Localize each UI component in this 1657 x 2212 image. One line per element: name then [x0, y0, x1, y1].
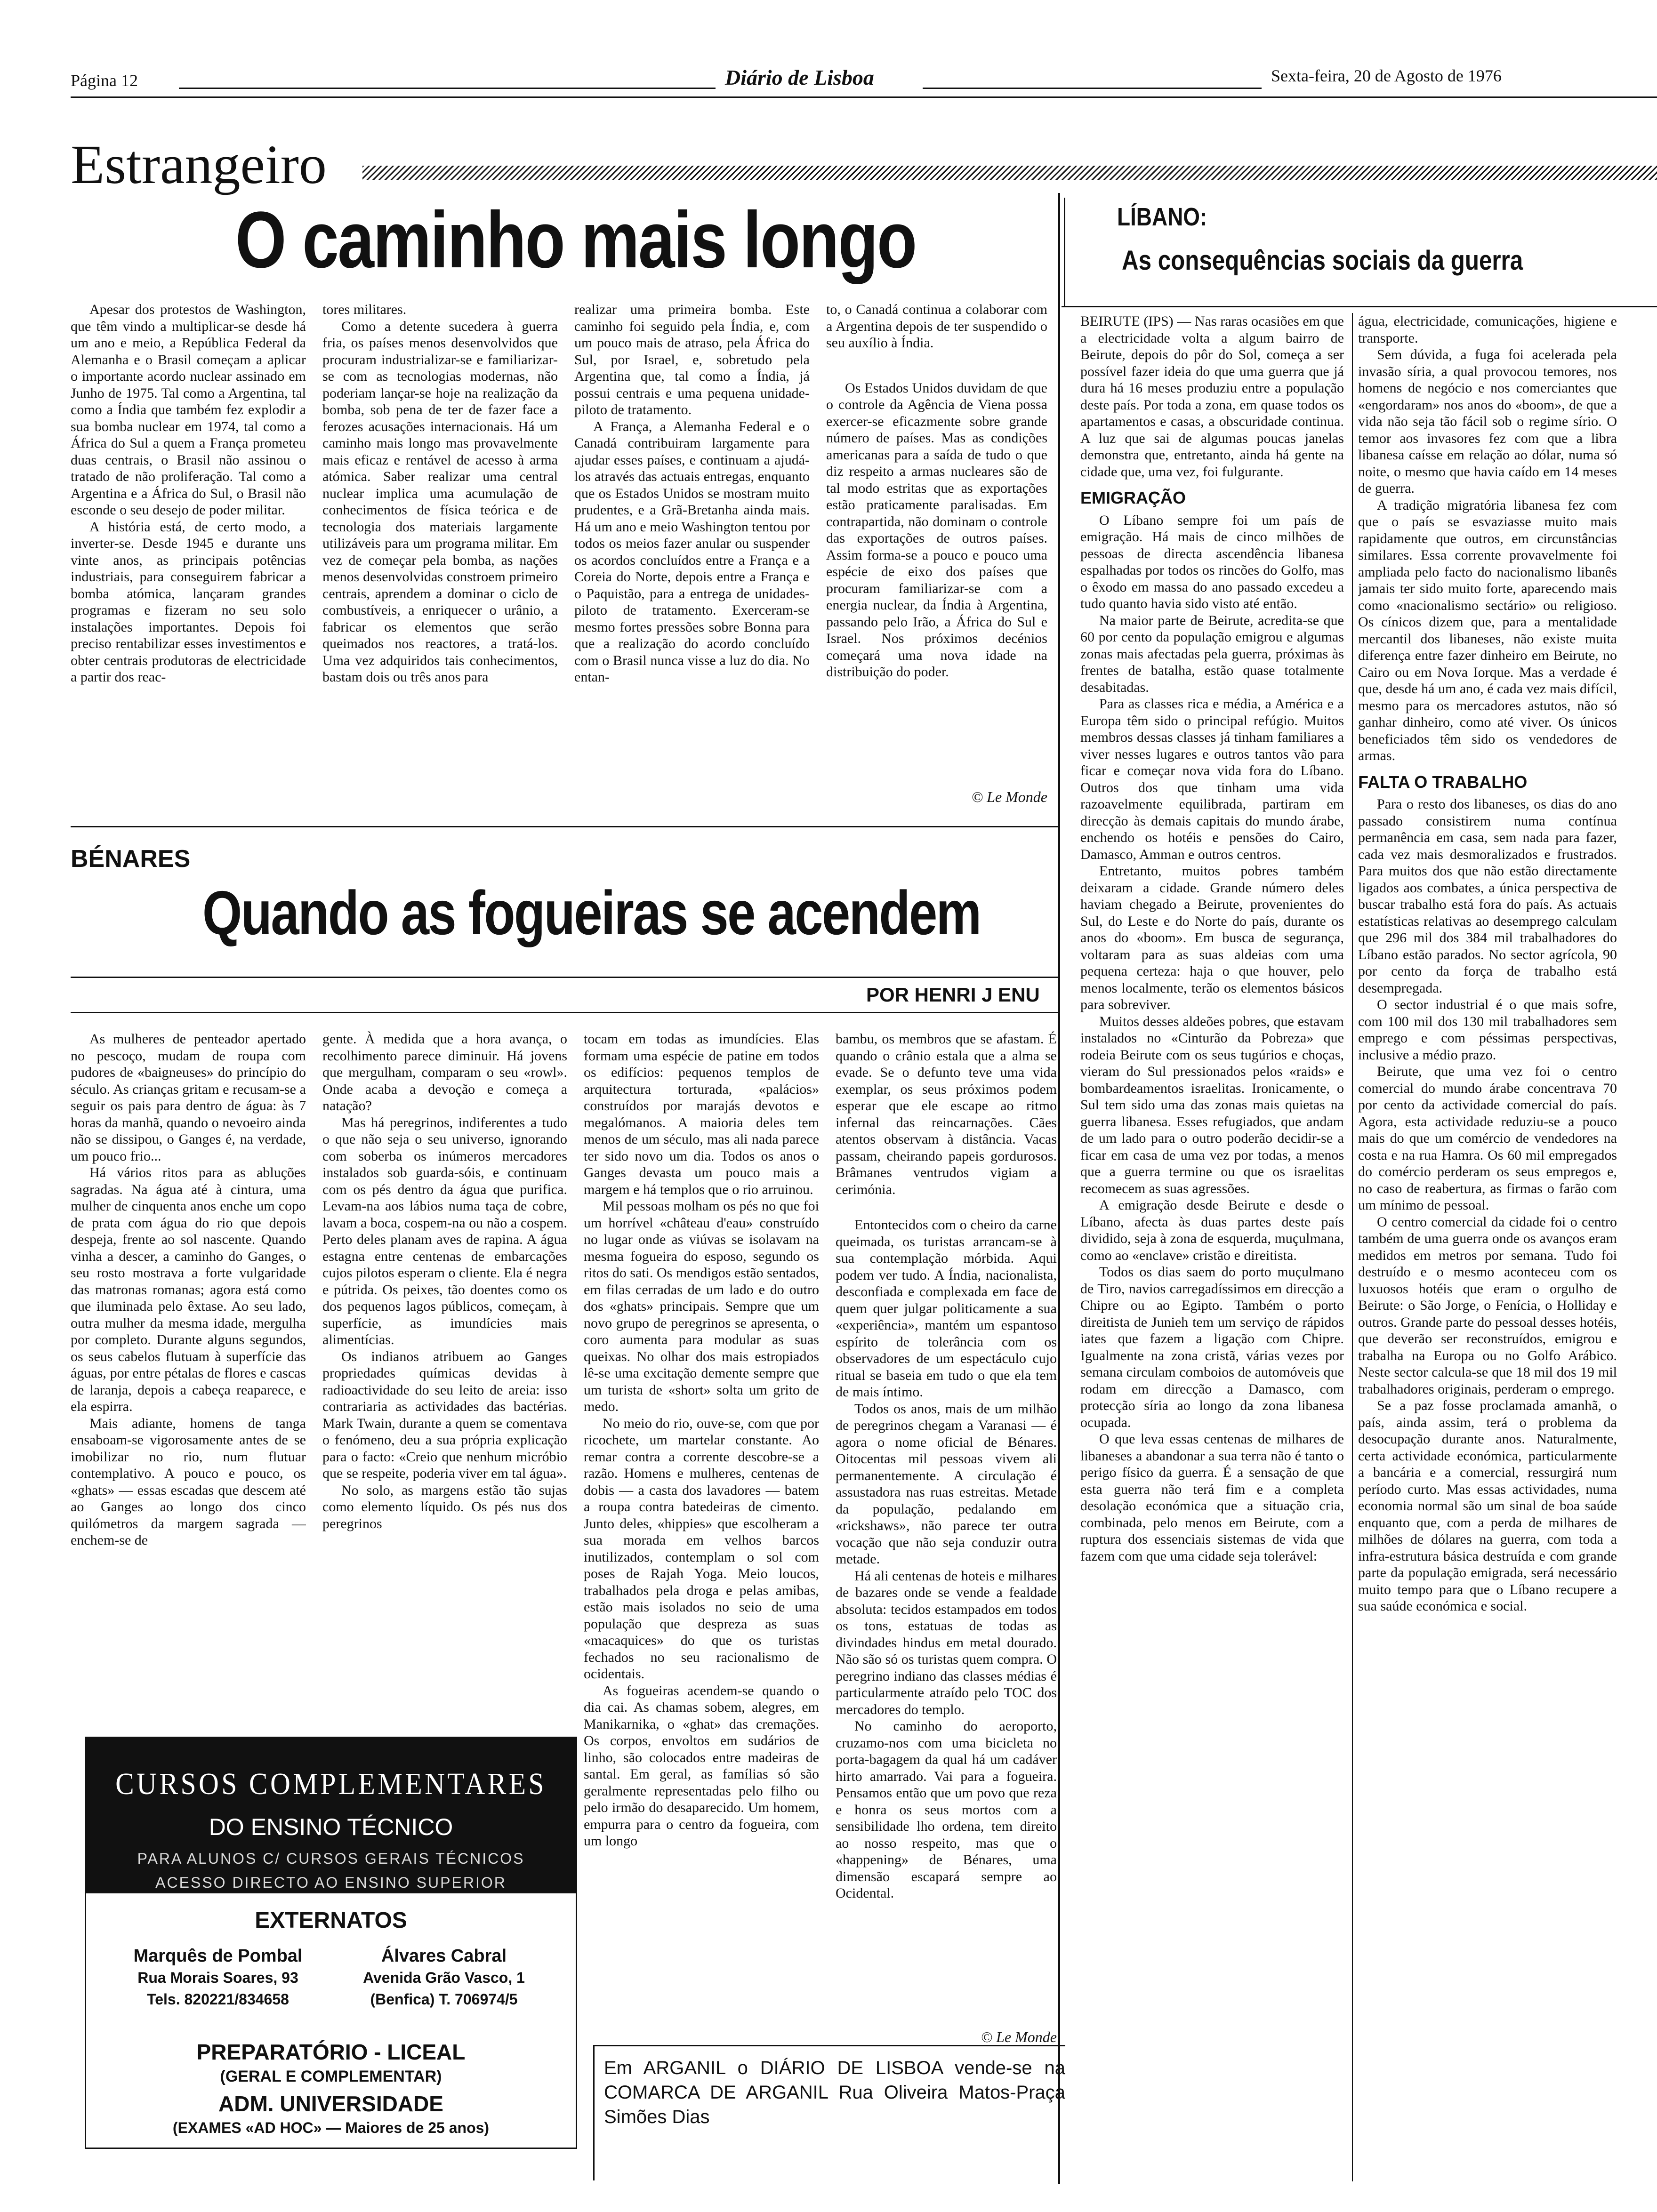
- paragraph: No meio do rio, ouve-se, com que por ricochete, um martelar constante. Ao remar contra a corrente descobre-se a razão. Homens e mulheres, centenas de dobis — a casta dos lavadores — batem a roupa contra batedeiras de cimento. Junto deles, «hippies» que escolheram a sua morada em velhos barcos inutilizados, contemplam o sol com poses de Rajah Yoga. Meio loucos, trabalhados pela droga e pelas amibas, estão mais isolados no seio de uma população que despreza as suas «macaquices» do que os turistas fechados no seu racionalismo de ocidentais.: [584, 1415, 819, 1682]
- article-headline: Quando as fogueiras se acendem: [202, 878, 981, 947]
- article-column: [71, 1031, 306, 1727]
- article-column: [574, 301, 810, 800]
- school-phone: (Benfica) T. 706974/5: [370, 1991, 518, 2008]
- paragraph: Se a paz fosse proclamada amanhã, o país, ainda assim, terá o problema da desocupação durante anos. Naturalmente, certa actividade económica, particularmente a bancária e a comercial, ressurgirá num período curto. Mas essas actividades, numa economia normal são um sinal de boa saúde enquanto que, com a perda de milhares de milhões de dólares na guerra, com toda a infra-estrutura básica destruída e com grande parte da população emigrada, será necessário muito tempo para que o Líbano recupere a sua saúde económica e social.: [1358, 1398, 1617, 1614]
- paragraph: bambu, os membros que se afastam. É quando o crânio estala que a alma se evade. Se o defunto teve uma vida exemplar, os seus próximos podem esperar que ele escape ao ritmo infernal das reincarnações. Cães atentos observam à distância. Vacas passam, cheirando papeis gordurosos. Brâmanes ventrudos vigiam a cerimónia.: [836, 1031, 1057, 1197]
- paragraph: O que leva essas centenas de milhares de libaneses a abandonar a sua terra não é tanto o perigo físico da guerra. É a sensação de que esta guerra não terá fim e a completa desolação económica que a situação cria, combinada, pelo menos em Beirute, com a ruptura dos essenciais sistemas de vida que fazem com que uma cidade seja tolerável:: [1080, 1431, 1344, 1564]
- paragraph: Mas há peregrinos, indiferentes a tudo o que não seja o seu universo, ignorando com soberba os inúmeros mercadores instalados sob guarda-sóis, e continuam com os pés dentro da água que purifica. Levam-na aos lábios numa taça de cobre, lavam a boca, cospem-na ou não a cospem. Perto deles planam aves de rapina. A água estagna entre centenas de embarcações cujos pilotos esperam o cliente. Ela é negra e pútrida. Os peixes, tão doentes como os dos pequenos lagos públicos, começam, à superfície, as imundícies mais alimentícias.: [322, 1114, 567, 1347]
- paragraph: As fogueiras acendem-se quando o dia cai. As chamas sobem, alegres, em Manikarnika, o «ghat» das cremações. Os corpos, envoltos em sudários de linho, são colocados entre madeiras de santal. Em geral, as famílias só são geralmente representadas pelo filho ou pelo irmão do desaparecido. Um homem, empurra para o centro da fogueira, com um longo: [584, 1683, 819, 1849]
- article-headline: O caminho mais longo: [235, 195, 916, 285]
- ad-text: ACESSO DIRECTO AO ENSINO SUPERIOR: [155, 1874, 507, 1891]
- paragraph: O sector industrial é o que mais sofre, com 100 mil dos 130 mil trabalhadores sem emprego e com péssimas perspectivas, inclusive a médio prazo.: [1358, 997, 1617, 1063]
- issue-date: Sexta-feira, 20 de Agosto de 1976: [1271, 66, 1502, 85]
- paragraph: tocam em todas as imundícies. Elas formam uma espécie de patine em todos os edifícios: pequenos templos de arquitectura torturada, «palácios» construídos por marajás devotos e megalómanos. A maioria deles tem menos de um século, mas ali nada parece ter sido novo um dia. Todos os anos o Ganges devasta um pouco mais a margem e há templos que o rio arruinou.: [584, 1031, 819, 1197]
- paragraph: Apesar dos protestos de Washington, que têm vindo a multiplicar-se desde há um ano e meio, a República Federal da Alemanha e o Brasil começam a aplicar o importante acordo nuclear assinado em Junho de 1975. Tal como a Argentina, tal como a Índia que também fez explodir a sua bomba nuclear em 1974, tal como a África do Sul a quem a França prometeu duas centrais, o Brasil não assinou o tratado de não proliferação. Tal como a Argentina e a África do Sul, o Brasil não esconde o seu desejo de poder militar.: [71, 302, 306, 518]
- paragraph: A tradição migratória libanesa fez com que o país se esvaziasse muito mais rapidamente que outros, em circunstâncias similares. Essa corrente provavelmente foi ampliada pelo facto do nacionalismo libanês jamais ter sido muito forte, aparecendo mais como «nacionalismo sectário» ou religioso. Os cínicos dizem que, para a mentalidade mercantil dos libaneses, não existe muita diferença entre fazer dinheiro em Beirute, no Cairo ou em Nova Iorque. Mas a verdade é que, desde há um ano, é cada vez mais difícil, mesmo para os mercadores astutos, não só ganhar dinheiro, como até viver. Os únicos beneficiados têm sido os vendedores de armas.: [1358, 497, 1617, 763]
- section-subheading: EMIGRAÇÃO: [1080, 488, 1186, 507]
- ad-title: CURSOS COMPLEMENTARES: [115, 1767, 547, 1801]
- masthead: Diário de Lisboa: [725, 65, 874, 89]
- paragraph: Mil pessoas molham os pés no que foi um horrível «château d'eau» construído no lugar onde as viúvas se isolavam na mesma fogueira do esposo, segundo os ritos do sati. Os mendigos estão sentados, em filas cerradas de um lado e do outro dos «ghats» principais. Sempre que um novo grupo de peregrinos se apresenta, o coro aumenta para modular as suas queixas. No olhar dos mais estropiados lê-se uma excitação demente sempre que um turista de «short» solta um grito de medo.: [584, 1198, 819, 1414]
- paragraph: A França, a Alemanha Federal e o Canadá contribuiram largamente para ajudar esses países, e continuam a ajudá-los através das actuais entregas, enquanto que os Estados Unidos se mostram muito prudentes, e a Grã-Bretanha ainda mais. Há um ano e meio Washington tentou por todos os meios fazer anular ou suspender os acordos concluídos entre a França e a Coreia do Norte, depois entre a França e o Paquistão, para a entrega de unidades-piloto de tratamento. Exerceram-se mesmo fortes pressões sobre Bonna para que a realização do acordo concluído com o Brasil nunca visse a luz do dia. No entan-: [574, 418, 810, 685]
- header-rule: [179, 88, 716, 89]
- paragraph: O Líbano sempre foi um país de emigração. Há mais de cinco milhões de pessoas de directa ascendência libanesa espalhadas por todos os rincões do Golfo, mas o êxodo em massa do ano passado excedeu a tudo quanto havia sido visto até então.: [1080, 512, 1344, 611]
- school-name: Álvares Cabral: [381, 1946, 507, 1966]
- paragraph: Há vários ritos para as abluções sagradas. Na água até à cintura, uma mulher de cinquenta anos enche um copo de prata com água do rio que depois despeja, frente ao sol nascente. Quando vinha a descer, a caminho do Ganges, o seu rosto mostrava a forte vulgaridade das matronas romanas; agora está como que iluminada pelo êxtase. Ao seu lado, outra mulher da mesma idade, mergulha por completo. Durante alguns segundos, os seus cabelos flutuam à superfície das águas, por entre pétalas de flores e cascas de laranja, depois a cabeça reaparece, e ela espirra.: [71, 1165, 306, 1414]
- sales-notice: [593, 2045, 1065, 2180]
- school-address: Rua Morais Soares, 93: [137, 1969, 298, 1986]
- article-credit: © Le Monde: [981, 2028, 1057, 2045]
- paragraph: água, electricidade, comunicações, higiene e transporte.: [1358, 313, 1617, 346]
- paragraph: Beirute, que uma vez foi o centro comercial do mundo árabe concentrava 70 por cento da actividade comercial do país. Agora, esta actividade reduziu-se a pouco mais do que um comércio de vendedores na costa e na rua Hamra. Os 60 mil empregados do comércio perderam os seus empregos e, no caso de reabertura, as firmas o farão com um mínimo de pessoal.: [1358, 1064, 1617, 1213]
- paragraph: tores militares.: [322, 302, 407, 317]
- paragraph: O centro comercial da cidade foi o centro também de uma guerra onde os avanços eram medidos em metros por semana. Tudo foi destruído e o mesmo aconteceu com os luxuosos hotéis que eram o orgulho de Beirute: o São Jorge, o Fenícia, o Holliday e outros. Grande parte do pessoal desses hotéis, que deverão ser reconstruídos, emigrou e trabalha na Europa ou no Golfo Arábico. Neste sector calcula-se que 18 mil dos 19 mil trabalhadores originais, perderam o emprego.: [1358, 1214, 1617, 1397]
- page-number: Página 12: [71, 71, 138, 90]
- article-kicker: LÍBANO:: [1117, 203, 1207, 231]
- article-column: [322, 1031, 567, 1727]
- paragraph: A emigração desde Beirute e desde o Líbano, afecta às duas partes deste país dividido, seja à zona de esquerda, muçulmana, como ao «enclave» cristão e direitista.: [1080, 1197, 1344, 1263]
- paragraph: Para as classes rica e média, a América e a Europa têm sido o principal refúgio. Muitos membros dessas classes já tinham familiares a viver nesses lugares e outros tantos vão para ficar e começar nova vida fora do Líbano. Outros dos que tinham uma vida razoavelmente equilibrada, partiram em direcção às demais capitais do mundo árabe, enchendo os hotéis e pensões do Cairo, Damasco, Amman e outros centros.: [1080, 696, 1344, 862]
- byline: POR HENRI J ENU: [866, 984, 1040, 1006]
- ad-universidade-sub: (EXAMES «AD HOC» — Maiores de 25 anos): [172, 2119, 490, 2136]
- paragraph: to, o Canadá continua a colaborar com a Argentina depois de ter suspendido o seu auxílio à Índia.: [826, 302, 1047, 351]
- article-column: [1358, 313, 1617, 2181]
- article-headline: As consequências sociais da guerra: [1122, 245, 1523, 276]
- byline-rule: [71, 977, 1058, 978]
- paragraph: Para o resto dos libaneses, os dias do ano passado consistirem numa contínua permanência em casa, sem nada para fazer, cada vez mais desmoralizados e frustrados. Para muitos dos que não estão directamente ligados aos combates, a única perspectiva de buscar trabalho está fora do país. As actuais estatísticas relativas ao desemprego calculam que 296 mil dos 384 mil trabalhadores do Líbano estão parados. No sector agrícola, 90 por cento da força de trabalho está desempregada.: [1358, 796, 1617, 996]
- column-divider: [1352, 313, 1353, 2181]
- advertisement: [85, 1737, 577, 2149]
- ad-text: PARA ALUNOS C/ CURSOS GERAIS TÉCNICOS: [137, 1850, 525, 1867]
- paragraph: Entontecidos com o cheiro da carne queimada, os turistas arrancam-se à sua contemplação mórbida. Aqui podem ver tudo. A Índia, nacionalista, desconfiada e complexada em face de quem quer julgar politicamente a sua «experiência», mantém um espantoso espírito de tolerância com os observadores de um espectáculo cujo ritual se baseia em tudo o que ela tem de mais íntimo.: [836, 1217, 1057, 1400]
- article-column: [584, 1031, 819, 2038]
- byline-rule: [71, 1012, 1058, 1013]
- ad-banner: [86, 1738, 576, 1893]
- paragraph: Muitos desses aldeões pobres, que estavam instalados no «Cinturão da Pobreza» que rodeia Beirute com os seus tugúrios e choças, vieram do Sul pressionados pelos «raids» e bombardeamentos israelitas. Ironicamente, o Sul tem sido uma das zonas mais quietas na guerra libanesa. Esses refugiados, que andam de um lado para o outro poderão decidir-se a ficar em casa de uma vez por todas, a menos que a guerra termine ou que os israelitas recomecem as suas agressões.: [1080, 1013, 1344, 1196]
- section-subheading: FALTA O TRABALHO: [1358, 772, 1528, 792]
- article-credit: © Le Monde: [971, 788, 1047, 805]
- school-name: Marquês de Pombal: [133, 1946, 303, 1966]
- article-column: [836, 1031, 1057, 2024]
- sales-notice-text: Em ARGANIL o DIÁRIO DE LISBOA vende-se na COMARCA DE ARGANIL Rua Oliveira Matos-Praça Simões Dias: [604, 2058, 1065, 2127]
- section-divider: [1062, 306, 1657, 307]
- paragraph: Os indianos atribuem ao Ganges propriedades químicas devidas à radioactividade do seu leito de areia: isso contrariaria as actividades das bactérias. Mark Twain, durante a quem se comentava o fenómeno, deu a sua própria explicação para o facto: «Creio que nenhum micróbio que se respeite, poderia viver em tal água».: [322, 1348, 567, 1481]
- paragraph: Todos os dias saem do porto muçulmano de Tiro, navios carregadíssimos em direcção a Chipre ou ao Egipto. Também o porto direitista de Junieh tem um serviço de rápidos iates que fazem a ligação com Chipre. Igualmente na zona cristã, várias vezes por semana circulam comboios de automóveis que rodam em direcção a Damasco, com protecção síria ao longo da zona libanesa ocupada.: [1080, 1264, 1344, 1430]
- paragraph: Mais adiante, homens de tanga ensaboam-se vigorosamente antes de se imobilizar no rio, num flutuar contemplativo. A pouco e pouco, os «ghats» — essas escadas que descem até ao Ganges ao longo dos cinco quilómetros da margem sagrada — enchem-se de: [71, 1415, 306, 1548]
- ad-subtitle: DO ENSINO TÉCNICO: [209, 1814, 453, 1840]
- paragraph: Todos os anos, mais de um milhão de peregrinos chegam a Varanasi — é agora o nome oficial de Bénares. Oitocentas mil pessoas vivem ali permanentemente. A circulação é assustadora nas ruas estreitas. Metade da população, pedalando em «rickshaws», não parece ter outra vocação que não seja conduzir outra metade.: [836, 1401, 1057, 1567]
- section-title: Estrangeiro: [71, 134, 327, 195]
- header-rule: [71, 96, 1657, 98]
- sidebar-header-box: [1064, 198, 1616, 306]
- paragraph: A história está, de certo modo, a inverter-se. Desde 1945 e durante uns vinte anos, as principais potências industriais, para conseguirem fabricar a bomba atómica, lançaram grandes programas e fizeram no seu solo instalações importantes. Depois foi preciso rentabilizar esses investimentos e obter centrais produtoras de electricidade a partir dos reac-: [71, 519, 306, 685]
- ad-preparatorio: PREPARATÓRIO - LICEAL: [196, 2040, 466, 2064]
- article-column: [826, 301, 1047, 786]
- section-hatch: [362, 166, 1657, 180]
- column-divider: [1058, 193, 1060, 2184]
- school-address: Avenida Grão Vasco, 1: [363, 1969, 525, 1986]
- paragraph: Na maior parte de Beirute, acredita-se que 60 por cento da população emigrou e algumas zonas mais afectadas pela guerra, próximas às frentes de batalha, estão quase totalmente desabitadas.: [1080, 612, 1344, 695]
- ad-externatos: EXTERNATOS: [255, 1908, 407, 1933]
- ad-universidade: ADM. UNIVERSIDADE: [218, 2092, 443, 2116]
- paragraph: realizar uma primeira bomba. Este caminho foi seguido pela Índia, e, com um pouco mais de atraso, pela África do Sul, por Israel, e, sobretudo pela Argentina que, tal como a Índia, já possui centrais e uma pequena unidade-piloto de tratamento.: [574, 302, 810, 417]
- header-rule: [923, 88, 1262, 89]
- paragraph: No caminho do aeroporto, cruzamo-nos com uma bicicleta no porta-bagagem da qual há um cadáver hirto amarrado. Vai para a fogueira. Pensamos então que um povo que reza e honra os seus mortos com a sensibilidade lho ordena, tem direito ao nosso respeito, mas que o «happening» de Bénares, uma dimensão escapará sempre ao Ocidental.: [836, 1718, 1057, 1901]
- paragraph: As mulheres de penteador apertado no pescoço, mudam de roupa com pudores de «baigneuses» do princípio do século. As crianças gritam e recusam-se a seguir os pais para dentro de água: às 7 horas da manhã, quando o nevoeiro ainda não se dissipou, o Ganges é, na verdade, um pouco frio...: [71, 1031, 306, 1164]
- paragraph: Sem dúvida, a fuga foi acelerada pela invasão síria, a qual provocou temores, nos homens de negócio e nos comerciantes que «engordaram» nos anos do «boom», de que a vida não seja tão fácil sob o regime sírio. O temor aos invasores fez com que a libra libanesa caísse em relação ao dólar, numa só noite, o mesmo que havia caído em 14 meses de guerra.: [1358, 347, 1617, 496]
- paragraph: No solo, as margens estão tão sujas como elemento líquido. Os pés nus dos peregrinos: [322, 1482, 567, 1531]
- paragraph: Como a detente sucedera à guerra fria, os países menos desenvolvidos que procuram industrializar-se e familiarizar-se com as tecnologias modernas, não poderiam lançar-se hoje na realização da bomba, sob pena de ter de fazer face a ferozes acusações internacionais. Há um caminho mais longo mas provavelmente mais eficaz e rentável de acesso à arma atómica. Saber realizar uma central nuclear implica uma acumulação de conhecimentos de física teórica e de tecnologia dos materiais largamente utilizáveis para um programa militar. Em vez de começar pela bomba, as nações menos desenvolvidas constroem primeiro centrais, aprendem a dominar o ciclo de combustíveis, a enriquecer o urânio, a fabricar os elementos que serão queimados nos reactores, a tratá-los. Uma vez adquiridos tais conhecimentos, bastam dois ou três anos para: [322, 318, 558, 685]
- paragraph: gente. À medida que a hora avança, o recolhimento parece diminuir. Há jovens que mergulham, comparam o seu «rowl». Onde acaba a devoção e começa a natação?: [322, 1031, 567, 1114]
- article-column: [71, 301, 306, 800]
- article-kicker: BÉNARES: [71, 845, 191, 873]
- article-column: [1080, 313, 1344, 2181]
- paragraph: Os Estados Unidos duvidam de que o controle da Agência de Viena possa exercer-se eficazmente sobre grande número de países. Mas as condições americanas para a saída de tudo o que diz respeito a armas nucleares são de tal modo estritas que as exportações estão praticamente paralisadas. Em contrapartida, não dominam o controle das exportações de outros países. Assim forma-se a pouco e pouco uma espécie de eixo dos países que procuram familiarizar-se com a energia nuclear, da Índia à Argentina, passando pelo Irão, a África do Sul e Israel. Nos próximos decénios começará uma nova idade na distribuição do poder.: [826, 380, 1047, 680]
- section-divider: [71, 826, 1058, 827]
- article-column: [322, 301, 558, 800]
- paragraph: Entretanto, muitos pobres também deixaram a cidade. Grande número deles haviam chegado a Beirute, provenientes do Sul, do Leste e do Norte do país, durante os anos do «boom». Em busca de segurança, voltaram para as suas aldeias com uma pequena certeza: haja o que houver, pelo menos localmente, terão os elementos básicos para sobreviver.: [1080, 863, 1344, 1012]
- school-phone: Tels. 820221/834658: [147, 1991, 289, 2008]
- paragraph: BEIRUTE (IPS) — Nas raras ocasiões em que a electricidade volta a algum bairro de Beirute, depois do pôr do Sol, começa a ser possível fazer ideia do que uma guerra que já dura há 16 meses produziu entre a população deste país. Por toda a zona, em quase todos os apartamentos e casas, a obscuridade continua. A luz que sai de algumas poucas janelas demonstra que, entretanto, ainda há gente na cidade que, uma vez, foi fulgurante.: [1080, 313, 1344, 480]
- ad-preparatorio-sub: (GERAL E COMPLEMENTAR): [220, 2068, 442, 2085]
- paragraph: Há ali centenas de hoteis e milhares de bazares onde se vende a fealdade absoluta: tecidos estampados em todos os tons, estatuas de todas as divindades hindus em metal dourado. Não são só os turistas quem compra. O peregrino indiano das classes médias é particularmente atraído pelo TOC dos mercadores do templo.: [836, 1568, 1057, 1717]
